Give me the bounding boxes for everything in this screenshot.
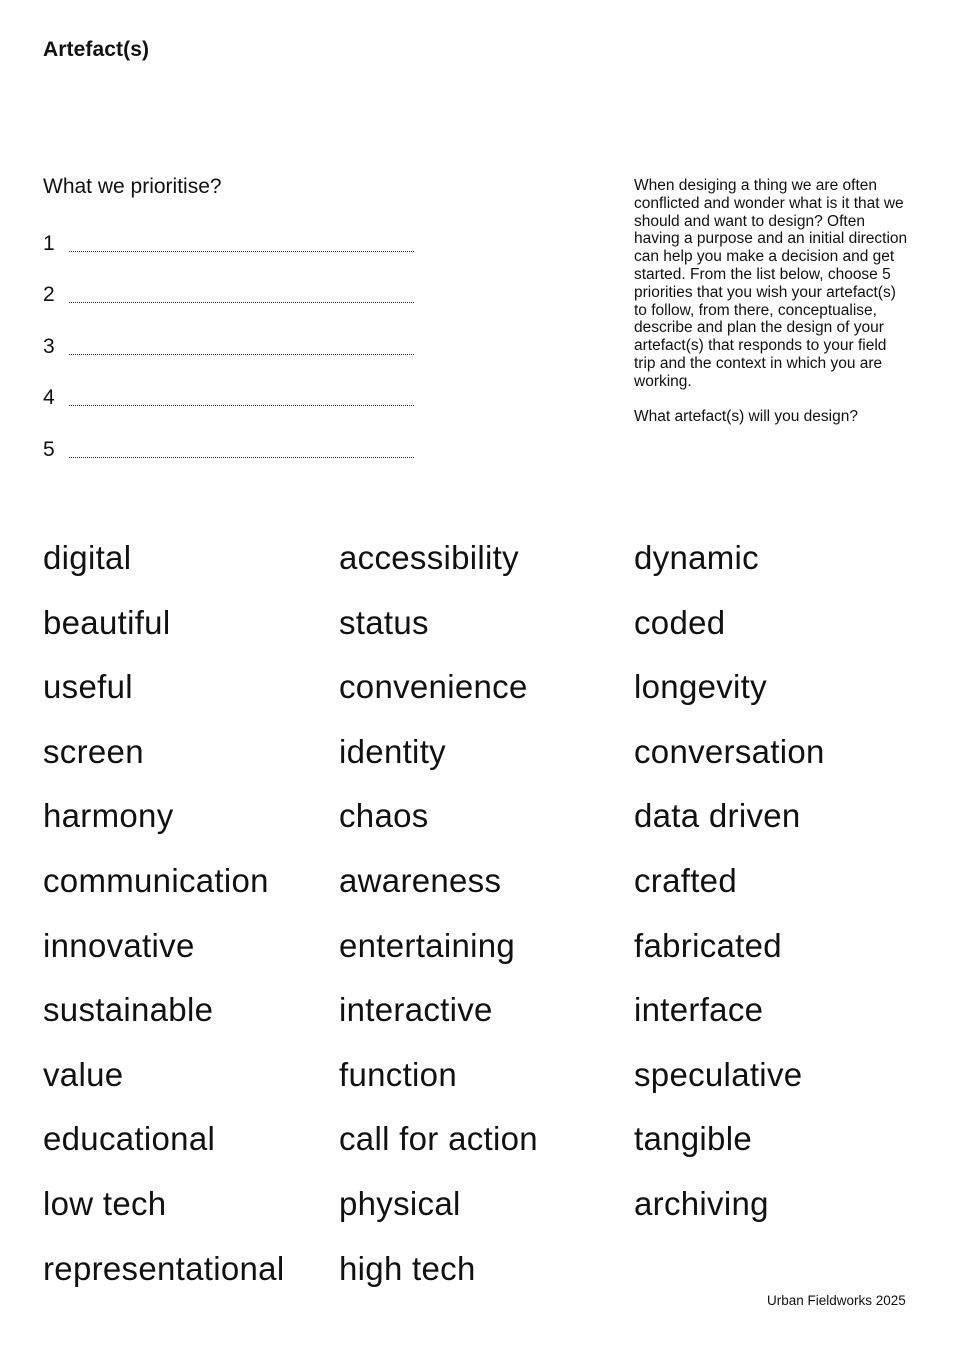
intro-question: What artefact(s) will you design? bbox=[634, 408, 858, 426]
priority-number: 1 bbox=[43, 231, 55, 255]
word-item: physical bbox=[339, 1184, 461, 1222]
priority-number: 4 bbox=[43, 386, 55, 409]
word-item: value bbox=[43, 1055, 124, 1093]
word-item: conversation bbox=[634, 732, 825, 770]
intro-paragraph: When desiging a thing we are often conflicted and wonder what is it that we should and want to design? Often having a purpose and an initial direction can help you make a decision and get started. From the list below, choose 5 priorities that you wish your artefact(s) to follow, from there, conceptualise, describe and plan the design of your artefact(s) that responds to your field trip and the context in which you are working. bbox=[634, 177, 908, 390]
word-item: digital bbox=[43, 539, 132, 576]
priority-line-1 bbox=[43, 204, 423, 256]
word-item: awareness bbox=[339, 861, 502, 899]
word-item: speculative bbox=[634, 1055, 803, 1093]
priority-line-3 bbox=[43, 307, 423, 359]
priority-number: 2 bbox=[43, 283, 55, 306]
intro-text bbox=[634, 177, 909, 444]
word-item: harmony bbox=[43, 797, 174, 835]
word-item: sustainable bbox=[43, 991, 214, 1029]
priority-fill-line bbox=[69, 284, 414, 303]
word-grid bbox=[43, 536, 923, 1311]
priority-line-4 bbox=[43, 359, 423, 411]
word-item: innovative bbox=[43, 926, 195, 964]
word-item: low tech bbox=[43, 1184, 167, 1222]
word-item: data driven bbox=[634, 797, 801, 835]
word-item: coded bbox=[634, 603, 726, 641]
word-item: chaos bbox=[339, 797, 429, 835]
word-item: accessibility bbox=[339, 539, 519, 576]
word-item: fabricated bbox=[634, 926, 782, 964]
word-item: high tech bbox=[339, 1249, 476, 1287]
priorities-list bbox=[43, 204, 423, 462]
priority-line-2 bbox=[43, 256, 423, 308]
word-item: longevity bbox=[634, 668, 767, 706]
word-item: useful bbox=[43, 668, 133, 706]
priority-fill-line bbox=[69, 336, 414, 355]
priority-number: 5 bbox=[43, 437, 55, 461]
word-item: screen bbox=[43, 732, 144, 770]
word-item: communication bbox=[43, 861, 269, 899]
word-item: dynamic bbox=[634, 539, 759, 576]
priority-fill-line bbox=[69, 387, 414, 406]
word-item: interface bbox=[634, 991, 764, 1029]
word-item: function bbox=[339, 1055, 457, 1093]
footer-credit: Urban Fieldworks 2025 bbox=[767, 1293, 906, 1308]
word-item: educational bbox=[43, 1120, 216, 1158]
word-item: representational bbox=[43, 1249, 285, 1287]
priority-fill-line bbox=[69, 439, 414, 458]
priorities-heading: What we prioritise? bbox=[43, 175, 222, 198]
word-item: entertaining bbox=[339, 926, 516, 964]
priority-number: 3 bbox=[43, 334, 55, 358]
word-item: archiving bbox=[634, 1184, 769, 1222]
priority-fill-line bbox=[69, 233, 414, 252]
priority-line-5 bbox=[43, 410, 423, 462]
word-item: crafted bbox=[634, 861, 737, 899]
word-item: tangible bbox=[634, 1120, 752, 1158]
page-title: Artefact(s) bbox=[43, 38, 150, 61]
word-item: status bbox=[339, 603, 429, 641]
word-item: convenience bbox=[339, 668, 528, 706]
word-item: identity bbox=[339, 732, 446, 770]
word-item: interactive bbox=[339, 991, 493, 1029]
word-item: call for action bbox=[339, 1120, 538, 1158]
word-item: beautiful bbox=[43, 603, 171, 641]
